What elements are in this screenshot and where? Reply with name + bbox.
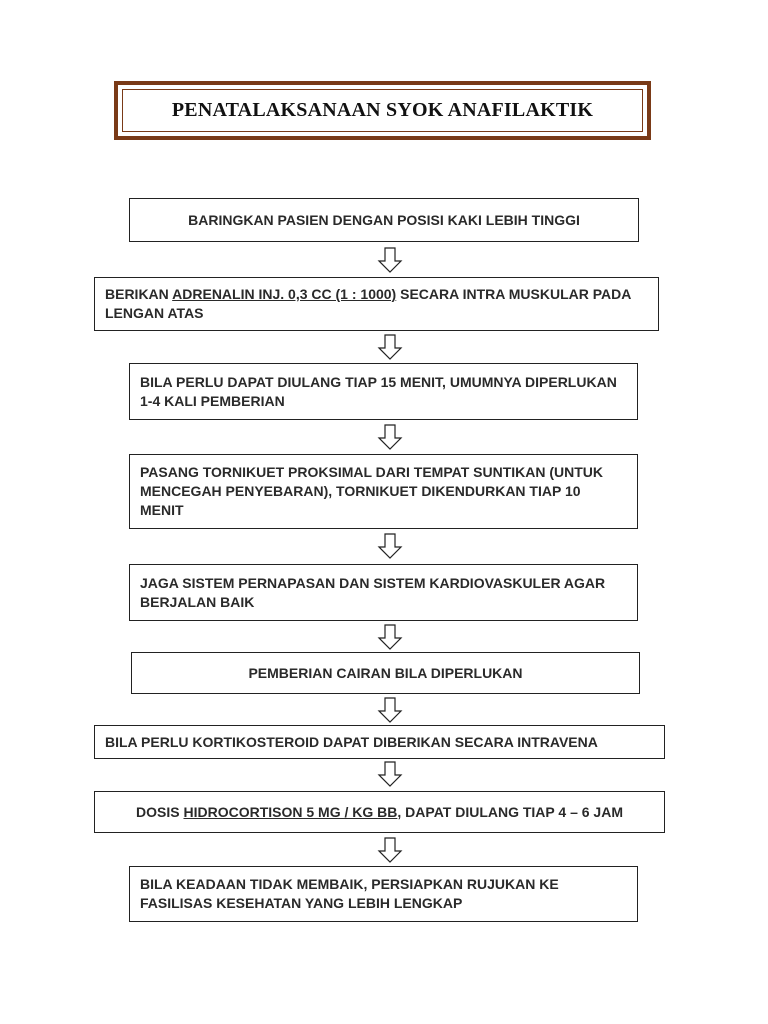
hidrocortison-dose-text: HIDROCORTISON 5 MG / KG BB	[183, 803, 398, 820]
step-6-text: PEMBERIAN CAIRAN BILA DIPERLUKAN	[248, 664, 523, 681]
down-arrow-icon	[375, 424, 405, 450]
step-2-text-pre: BERIKAN	[105, 286, 173, 302]
step-3-text: BILA PERLU DAPAT DIULANG TIAP 15 MENIT, UMUMNYA DIPERLUKAN 1-4 KALI PEMBERIAN	[140, 373, 617, 409]
step-9-text: BILA KEADAAN TIDAK MEMBAIK, PERSIAPKAN RUJUKAN KE FASILISAS KESEHATAN YANG LEBIH LENGKAP	[140, 876, 559, 911]
down-arrow-icon	[375, 334, 405, 360]
step-5-box	[129, 564, 638, 621]
down-arrow-icon	[375, 761, 405, 787]
step-7-text: BILA PERLU KORTIKOSTEROID DAPAT DIBERIKAN SECARA INTRAVENA	[105, 733, 598, 750]
step-5-text: JAGA SISTEM PERNAPASAN DAN SISTEM KARDIOVASKULER AGAR BERJALAN BAIK	[140, 574, 606, 610]
step-3-box	[129, 363, 638, 420]
step-4-text: PASANG TORNIKUET PROKSIMAL DARI TEMPAT SUNTIKAN (UNTUK MENCEGAH PENYEBARAN), TORNIKUET DIKENDURKAN TIAP 10 MENIT	[140, 464, 604, 518]
step-9-box	[129, 866, 638, 922]
title-frame	[114, 81, 651, 140]
step-1-box	[129, 198, 639, 242]
down-arrow-icon	[375, 697, 405, 723]
down-arrow-icon	[375, 624, 405, 650]
step-8-text-post: , DAPAT DIULANG TIAP 4 – 6 JAM	[397, 803, 623, 820]
step-6-box	[131, 652, 640, 694]
step-2-box	[94, 277, 659, 331]
step-8-text-pre: DOSIS	[136, 803, 184, 820]
down-arrow-icon	[375, 247, 405, 273]
step-2-text-post: SECARA INTRA MUSKULAR PADA LENGAN ATAS	[105, 286, 631, 321]
title-inner-border	[122, 89, 643, 132]
adrenalin-dose-text: ADRENALIN INJ. 0,3 CC (1 : 1000)	[172, 286, 397, 302]
down-arrow-icon	[375, 533, 405, 559]
step-1-text: BARINGKAN PASIEN DENGAN POSISI KAKI LEBIH TINGGI	[188, 211, 580, 228]
step-4-box	[129, 454, 638, 529]
step-8-box	[94, 791, 665, 833]
step-7-box	[94, 725, 665, 759]
down-arrow-icon	[375, 837, 405, 863]
step-2-text	[105, 285, 648, 323]
page-title: PENATALAKSANAAN SYOK ANAFILAKTIK	[171, 99, 594, 121]
step-8-text	[136, 803, 623, 822]
